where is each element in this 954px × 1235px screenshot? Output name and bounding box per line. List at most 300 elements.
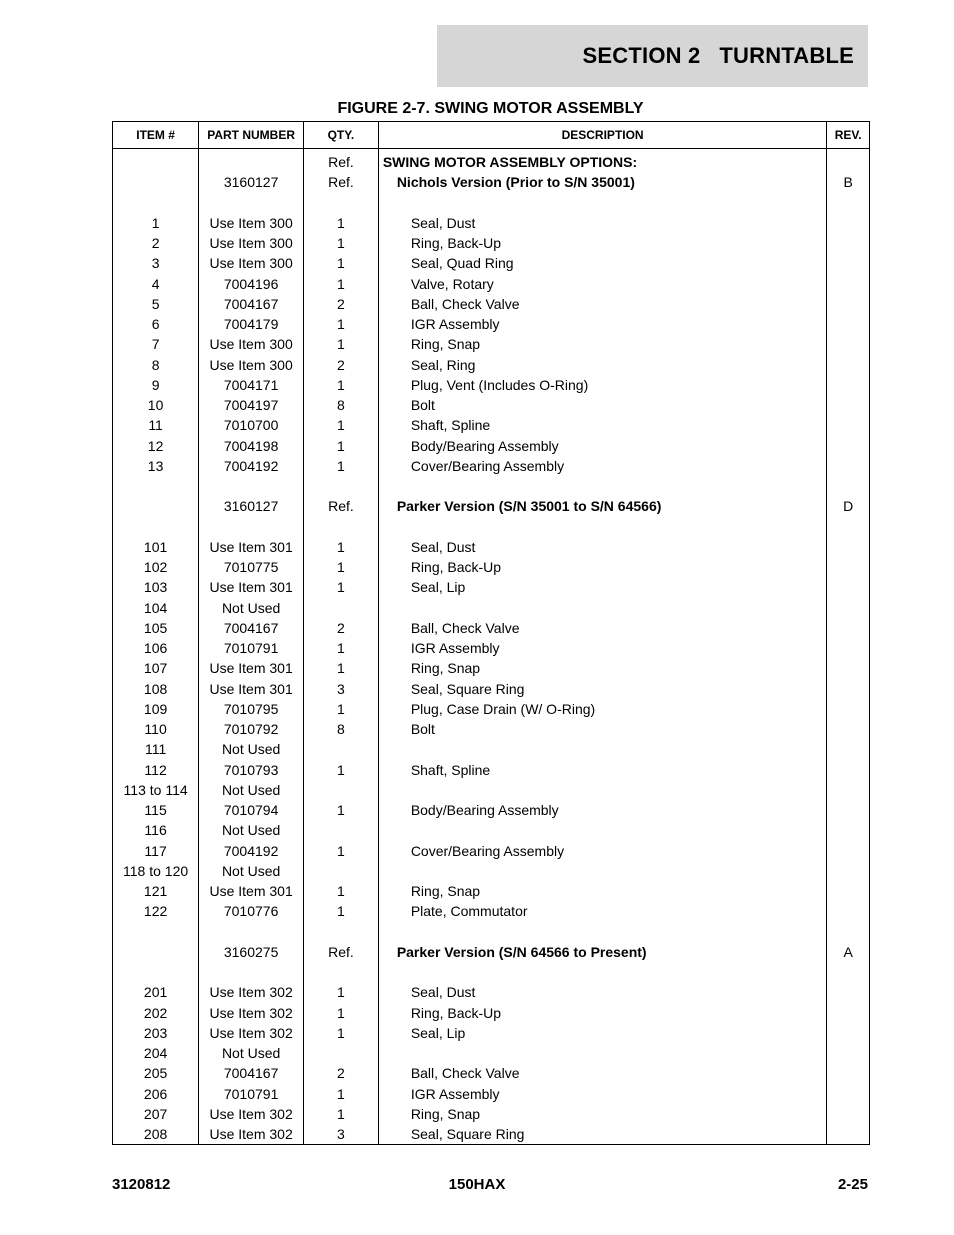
item-cell	[113, 496, 199, 516]
description-cell: Ball, Check Valve	[378, 1063, 827, 1083]
rev-cell	[827, 598, 870, 618]
rev-cell	[827, 739, 870, 759]
description-cell: Seal, Dust	[378, 537, 827, 557]
part-number-cell	[199, 962, 304, 982]
item-cell	[113, 517, 199, 537]
table-row	[113, 436, 870, 456]
description-cell: Nichols Version (Prior to S/N 35001)	[378, 172, 827, 192]
rev-cell	[827, 1023, 870, 1043]
description-cell	[378, 922, 827, 942]
part-number-cell: Use Item 300	[199, 253, 304, 273]
description-cell: Cover/Bearing Assembly	[378, 456, 827, 476]
description-cell: Shaft, Spline	[378, 415, 827, 435]
qty-cell: 1	[304, 699, 379, 719]
part-number-cell: Use Item 301	[199, 881, 304, 901]
part-number-cell: Use Item 300	[199, 233, 304, 253]
rev-cell	[827, 334, 870, 354]
section-header	[437, 25, 868, 87]
table-row	[113, 496, 870, 516]
part-number-cell: 7004167	[199, 294, 304, 314]
column-header-rev: REV.	[827, 122, 870, 149]
rev-cell	[827, 699, 870, 719]
description-cell	[378, 598, 827, 618]
part-number-cell: 7010791	[199, 1084, 304, 1104]
description-cell: Body/Bearing Assembly	[378, 800, 827, 820]
table-row	[113, 739, 870, 759]
qty-cell: Ref.	[304, 149, 379, 173]
rev-cell	[827, 962, 870, 982]
rev-cell	[827, 517, 870, 537]
part-number-cell	[199, 149, 304, 173]
table-row	[113, 800, 870, 820]
qty-cell: 1	[304, 760, 379, 780]
item-cell: 7	[113, 334, 199, 354]
description-cell: Plate, Commutator	[378, 901, 827, 921]
part-number-cell	[199, 922, 304, 942]
item-cell: 11	[113, 415, 199, 435]
part-number-cell: 7004192	[199, 841, 304, 861]
item-cell: 5	[113, 294, 199, 314]
description-cell: IGR Assembly	[378, 638, 827, 658]
item-cell: 6	[113, 314, 199, 334]
qty-cell: 1	[304, 334, 379, 354]
rev-cell	[827, 375, 870, 395]
part-number-cell: 3160275	[199, 942, 304, 962]
section-title: SECTION 2 TURNTABLE	[582, 43, 854, 68]
qty-cell	[304, 598, 379, 618]
description-cell	[378, 739, 827, 759]
item-cell	[113, 193, 199, 213]
table-row	[113, 699, 870, 719]
table-row	[113, 193, 870, 213]
rev-cell	[827, 213, 870, 233]
table-row	[113, 881, 870, 901]
description-cell: Ring, Snap	[378, 1104, 827, 1124]
table-row	[113, 901, 870, 921]
description-cell: Ring, Back-Up	[378, 233, 827, 253]
table-row	[113, 1003, 870, 1023]
description-cell	[378, 1043, 827, 1063]
table-row	[113, 638, 870, 658]
table-header-row	[113, 122, 870, 149]
table-row	[113, 942, 870, 962]
qty-cell: 1	[304, 881, 379, 901]
description-cell: Ring, Snap	[378, 334, 827, 354]
part-number-cell: 7010792	[199, 719, 304, 739]
part-number-cell: Use Item 302	[199, 1124, 304, 1145]
item-cell: 12	[113, 436, 199, 456]
rev-cell	[827, 557, 870, 577]
part-number-cell: Not Used	[199, 861, 304, 881]
rev-cell	[827, 1124, 870, 1145]
part-number-cell: Use Item 302	[199, 982, 304, 1002]
table-row	[113, 233, 870, 253]
table-row	[113, 537, 870, 557]
part-number-cell: 7004197	[199, 395, 304, 415]
rev-cell	[827, 1003, 870, 1023]
qty-cell: Ref.	[304, 942, 379, 962]
table-row	[113, 1063, 870, 1083]
table-row	[113, 719, 870, 739]
table-row	[113, 355, 870, 375]
table-row	[113, 841, 870, 861]
footer-model: 150HAX	[448, 1176, 506, 1193]
item-cell: 204	[113, 1043, 199, 1063]
item-cell	[113, 149, 199, 173]
qty-cell: 1	[304, 537, 379, 557]
qty-cell: 3	[304, 1124, 379, 1145]
rev-cell	[827, 881, 870, 901]
item-cell: 116	[113, 820, 199, 840]
part-number-cell: 7010794	[199, 800, 304, 820]
item-cell: 107	[113, 658, 199, 678]
qty-cell	[304, 193, 379, 213]
item-cell: 111	[113, 739, 199, 759]
part-number-cell: Not Used	[199, 598, 304, 618]
table-row	[113, 253, 870, 273]
rev-cell: B	[827, 172, 870, 192]
qty-cell	[304, 820, 379, 840]
description-cell: Bolt	[378, 719, 827, 739]
table-row	[113, 1104, 870, 1124]
table-row	[113, 274, 870, 294]
rev-cell	[827, 233, 870, 253]
qty-cell: 1	[304, 274, 379, 294]
part-number-cell: Not Used	[199, 1043, 304, 1063]
item-cell: 108	[113, 679, 199, 699]
description-cell: IGR Assembly	[378, 314, 827, 334]
description-cell: Ball, Check Valve	[378, 618, 827, 638]
item-cell: 2	[113, 233, 199, 253]
qty-cell: 1	[304, 233, 379, 253]
qty-cell: 2	[304, 618, 379, 638]
column-header-item: ITEM #	[113, 122, 199, 149]
rev-cell	[827, 294, 870, 314]
item-cell: 101	[113, 537, 199, 557]
qty-cell: 1	[304, 1104, 379, 1124]
description-cell	[378, 820, 827, 840]
item-cell: 103	[113, 577, 199, 597]
description-cell: Bolt	[378, 395, 827, 415]
item-cell: 117	[113, 841, 199, 861]
item-cell: 9	[113, 375, 199, 395]
figure-title: FIGURE 2-7. SWING MOTOR ASSEMBLY	[337, 100, 644, 117]
item-cell: 104	[113, 598, 199, 618]
item-cell: 203	[113, 1023, 199, 1043]
column-header-qty: QTY.	[304, 122, 379, 149]
part-number-cell: Use Item 301	[199, 537, 304, 557]
table-row	[113, 415, 870, 435]
table-row	[113, 861, 870, 881]
qty-cell	[304, 517, 379, 537]
part-number-cell: 7004171	[199, 375, 304, 395]
rev-cell	[827, 1084, 870, 1104]
qty-cell: 2	[304, 294, 379, 314]
table-row	[113, 375, 870, 395]
item-cell: 115	[113, 800, 199, 820]
rev-cell	[827, 537, 870, 557]
part-number-cell: Not Used	[199, 739, 304, 759]
rev-cell: D	[827, 496, 870, 516]
table-row	[113, 760, 870, 780]
item-cell: 202	[113, 1003, 199, 1023]
item-cell: 122	[113, 901, 199, 921]
table-row	[113, 982, 870, 1002]
table-row	[113, 294, 870, 314]
part-number-cell: 7004179	[199, 314, 304, 334]
description-cell: Seal, Lip	[378, 577, 827, 597]
qty-cell	[304, 962, 379, 982]
rev-cell	[827, 760, 870, 780]
item-cell	[113, 942, 199, 962]
description-cell: Ring, Back-Up	[378, 557, 827, 577]
rev-cell	[827, 982, 870, 1002]
qty-cell: 1	[304, 314, 379, 334]
footer-doc-number: 3120812	[112, 1176, 171, 1193]
table-row	[113, 962, 870, 982]
qty-cell: 1	[304, 841, 379, 861]
table-row	[113, 1023, 870, 1043]
description-cell: Ring, Back-Up	[378, 1003, 827, 1023]
qty-cell: 8	[304, 719, 379, 739]
qty-cell: 1	[304, 800, 379, 820]
description-cell: SWING MOTOR ASSEMBLY OPTIONS:	[378, 149, 827, 173]
part-number-cell: 7004167	[199, 1063, 304, 1083]
item-cell: 13	[113, 456, 199, 476]
rev-cell	[827, 800, 870, 820]
rev-cell	[827, 1063, 870, 1083]
item-cell: 112	[113, 760, 199, 780]
rev-cell	[827, 861, 870, 881]
qty-cell: 1	[304, 213, 379, 233]
part-number-cell: 7004198	[199, 436, 304, 456]
table-row	[113, 1084, 870, 1104]
qty-cell	[304, 861, 379, 881]
table-row	[113, 679, 870, 699]
table-row	[113, 577, 870, 597]
qty-cell: 2	[304, 355, 379, 375]
item-cell	[113, 922, 199, 942]
qty-cell	[304, 739, 379, 759]
part-number-cell: Use Item 300	[199, 334, 304, 354]
description-cell	[378, 962, 827, 982]
rev-cell	[827, 193, 870, 213]
rev-cell	[827, 149, 870, 173]
item-cell: 106	[113, 638, 199, 658]
item-cell: 118 to 120	[113, 861, 199, 881]
description-cell: IGR Assembly	[378, 1084, 827, 1104]
column-header-description: DESCRIPTION	[378, 122, 827, 149]
rev-cell	[827, 922, 870, 942]
part-number-cell: Not Used	[199, 780, 304, 800]
item-cell: 201	[113, 982, 199, 1002]
description-cell	[378, 193, 827, 213]
qty-cell: 1	[304, 1003, 379, 1023]
part-number-cell: 7010775	[199, 557, 304, 577]
description-cell	[378, 517, 827, 537]
table-row	[113, 618, 870, 638]
part-number-cell: Use Item 301	[199, 577, 304, 597]
description-cell: Cover/Bearing Assembly	[378, 841, 827, 861]
rev-cell	[827, 456, 870, 476]
part-number-cell: 7010776	[199, 901, 304, 921]
parts-table	[112, 121, 870, 1145]
qty-cell: Ref.	[304, 172, 379, 192]
qty-cell: 1	[304, 1023, 379, 1043]
part-number-cell: 3160127	[199, 496, 304, 516]
qty-cell: 1	[304, 375, 379, 395]
rev-cell	[827, 436, 870, 456]
item-cell: 206	[113, 1084, 199, 1104]
description-cell: Ball, Check Valve	[378, 294, 827, 314]
description-cell: Ring, Snap	[378, 658, 827, 678]
item-cell: 109	[113, 699, 199, 719]
table-row	[113, 314, 870, 334]
item-cell: 102	[113, 557, 199, 577]
part-number-cell: 7010791	[199, 638, 304, 658]
table-row	[113, 395, 870, 415]
description-cell: Seal, Dust	[378, 213, 827, 233]
rev-cell	[827, 253, 870, 273]
part-number-cell: Use Item 300	[199, 355, 304, 375]
description-cell: Seal, Square Ring	[378, 1124, 827, 1145]
qty-cell	[304, 1043, 379, 1063]
description-cell: Valve, Rotary	[378, 274, 827, 294]
table-row	[113, 213, 870, 233]
description-cell: Seal, Quad Ring	[378, 253, 827, 273]
part-number-cell	[199, 517, 304, 537]
description-cell: Seal, Lip	[378, 1023, 827, 1043]
table-row	[113, 780, 870, 800]
description-cell: Seal, Dust	[378, 982, 827, 1002]
qty-cell: 1	[304, 436, 379, 456]
part-number-cell: Use Item 300	[199, 213, 304, 233]
table-row	[113, 517, 870, 537]
part-number-cell	[199, 476, 304, 496]
table-row	[113, 1043, 870, 1063]
description-cell	[378, 780, 827, 800]
qty-cell: 1	[304, 415, 379, 435]
item-cell: 8	[113, 355, 199, 375]
qty-cell: 1	[304, 1084, 379, 1104]
description-cell: Plug, Vent (Includes O-Ring)	[378, 375, 827, 395]
table-row	[113, 1124, 870, 1145]
rev-cell	[827, 577, 870, 597]
part-number-cell: Use Item 301	[199, 679, 304, 699]
qty-cell: Ref.	[304, 496, 379, 516]
item-cell	[113, 172, 199, 192]
parts-table-body	[113, 149, 870, 1145]
description-cell: Parker Version (S/N 64566 to Present)	[378, 942, 827, 962]
qty-cell: 1	[304, 901, 379, 921]
item-cell: 3	[113, 253, 199, 273]
part-number-cell: Not Used	[199, 820, 304, 840]
rev-cell	[827, 618, 870, 638]
rev-cell	[827, 274, 870, 294]
rev-cell	[827, 355, 870, 375]
table-row	[113, 456, 870, 476]
rev-cell	[827, 820, 870, 840]
description-cell	[378, 861, 827, 881]
item-cell	[113, 476, 199, 496]
item-cell: 1	[113, 213, 199, 233]
qty-cell: 2	[304, 1063, 379, 1083]
part-number-cell: Use Item 302	[199, 1003, 304, 1023]
item-cell: 105	[113, 618, 199, 638]
description-cell: Shaft, Spline	[378, 760, 827, 780]
table-row	[113, 598, 870, 618]
qty-cell: 1	[304, 577, 379, 597]
rev-cell	[827, 841, 870, 861]
qty-cell: 1	[304, 638, 379, 658]
qty-cell: 8	[304, 395, 379, 415]
description-cell: Seal, Square Ring	[378, 679, 827, 699]
part-number-cell	[199, 193, 304, 213]
description-cell: Body/Bearing Assembly	[378, 436, 827, 456]
description-cell: Ring, Snap	[378, 881, 827, 901]
rev-cell	[827, 901, 870, 921]
rev-cell: A	[827, 942, 870, 962]
part-number-cell: 7004192	[199, 456, 304, 476]
rev-cell	[827, 1104, 870, 1124]
rev-cell	[827, 719, 870, 739]
column-header-part-number: PART NUMBER	[199, 122, 304, 149]
part-number-cell: 3160127	[199, 172, 304, 192]
rev-cell	[827, 1043, 870, 1063]
rev-cell	[827, 476, 870, 496]
table-row	[113, 172, 870, 192]
table-row	[113, 922, 870, 942]
item-cell: 205	[113, 1063, 199, 1083]
description-cell: Seal, Ring	[378, 355, 827, 375]
qty-cell: 1	[304, 982, 379, 1002]
qty-cell: 3	[304, 679, 379, 699]
description-cell: Parker Version (S/N 35001 to S/N 64566)	[378, 496, 827, 516]
table-row	[113, 557, 870, 577]
part-number-cell: 7010793	[199, 760, 304, 780]
item-cell: 207	[113, 1104, 199, 1124]
item-cell: 208	[113, 1124, 199, 1145]
qty-cell: 1	[304, 557, 379, 577]
table-row	[113, 149, 870, 173]
part-number-cell: 7004167	[199, 618, 304, 638]
rev-cell	[827, 314, 870, 334]
description-cell: Plug, Case Drain (W/ O-Ring)	[378, 699, 827, 719]
item-cell: 4	[113, 274, 199, 294]
footer-page-number: 2-25	[837, 1176, 868, 1193]
part-number-cell: 7010700	[199, 415, 304, 435]
qty-cell: 1	[304, 456, 379, 476]
rev-cell	[827, 780, 870, 800]
part-number-cell: Use Item 302	[199, 1023, 304, 1043]
qty-cell	[304, 476, 379, 496]
part-number-cell: 7004196	[199, 274, 304, 294]
table-row	[113, 476, 870, 496]
description-cell	[378, 476, 827, 496]
rev-cell	[827, 638, 870, 658]
table-row	[113, 658, 870, 678]
part-number-cell: 7010795	[199, 699, 304, 719]
qty-cell	[304, 922, 379, 942]
rev-cell	[827, 395, 870, 415]
part-number-cell: Use Item 301	[199, 658, 304, 678]
rev-cell	[827, 658, 870, 678]
qty-cell: 1	[304, 658, 379, 678]
item-cell: 110	[113, 719, 199, 739]
table-row	[113, 820, 870, 840]
item-cell: 121	[113, 881, 199, 901]
rev-cell	[827, 415, 870, 435]
